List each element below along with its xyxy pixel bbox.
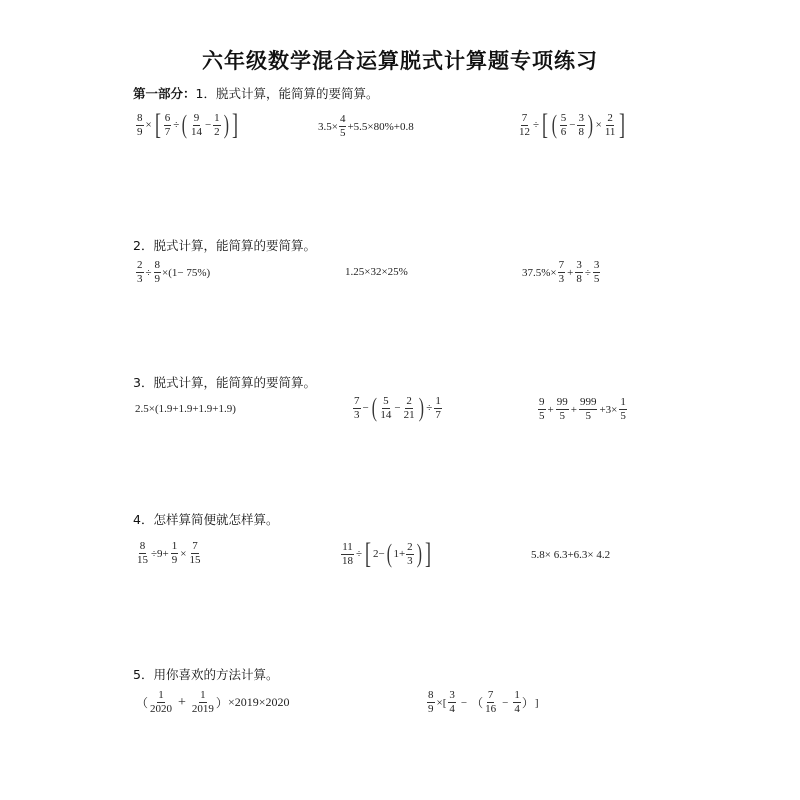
problem-3b: $\frac{7}{3}$ − ( $\frac{5}{14}$ − $\frac{2}{21}$ ) ÷ $\frac{1}{7}$ bbox=[354, 393, 441, 422]
section-4-heading: 4．怎样算简便就怎样算。 bbox=[133, 512, 279, 527]
problem-5b: $\frac{8}{9}$ ×[ $\frac{3}{4}$ − （ $\frac{7}{16}$ − $\frac{1}{4}$ ） ] bbox=[428, 689, 539, 715]
problem-2a: $\frac{2}{3}$ ÷ $\frac{8}{9}$ ×(1− 75%) bbox=[137, 259, 211, 285]
page-title: 六年级数学混合运算脱式计算题专项练习 bbox=[202, 49, 598, 73]
problem-3a: 2.5×(1.9+1.9+1.9+1.9) bbox=[135, 403, 236, 415]
problem-4b: $\frac{11}{18}$ ÷ [ 2− ( 1+ $\frac{2}{3}$ ) ] bbox=[342, 537, 432, 570]
problem-1b: 3.5× $\frac{4}{5}$ +5.5×80%+0.8 bbox=[318, 113, 414, 139]
problem-2c: 37.5%× $\frac{7}{3}$ + $\frac{3}{8}$ ÷ $\frac{3}{5}$ bbox=[522, 259, 600, 285]
problem-4a: $\frac{8}{15}$ ÷9+ $\frac{1}{9}$ × $\frac{7}{15}$ bbox=[137, 540, 201, 566]
part-label: 第一部分： bbox=[133, 86, 196, 101]
problem-2b: 1.25×32×25% bbox=[345, 266, 408, 278]
problem-4c: 5.8× 6.3+6.3× 4.2 bbox=[531, 549, 611, 561]
section-2-heading: 2．脱式计算，能简算的要简算。 bbox=[133, 238, 316, 253]
problem-1c: $\frac{7}{12}$ ÷ [ ( $\frac{5}{6}$ − $\frac{3}{8}$ ) × $\frac{2}{11}$ ] bbox=[519, 108, 626, 141]
problem-3c: $\frac{9}{5}$ + $\frac{99}{5}$ + $\frac{999}{5}$ +3× $\frac{1}{5}$ bbox=[539, 396, 626, 422]
problem-1a: $\frac{8}{9}$ × [ $\frac{6}{7}$ ÷ ( $\frac{9}{14}$ − $\frac{1}{2}$ ) ] bbox=[137, 108, 239, 141]
problem-5a: （ $\frac{1}{2020}$ + $\frac{1}{2019}$ ） ×2019×2020 bbox=[136, 689, 290, 715]
section-5-heading: 5．用你喜欢的方法计算。 bbox=[133, 667, 279, 682]
section-1-heading bbox=[133, 84, 378, 102]
section-1-instruction: 1．脱式计算，能简算的要简算。 bbox=[195, 86, 379, 101]
section-3-heading: 3．脱式计算，能简算的要简算。 bbox=[133, 375, 316, 390]
